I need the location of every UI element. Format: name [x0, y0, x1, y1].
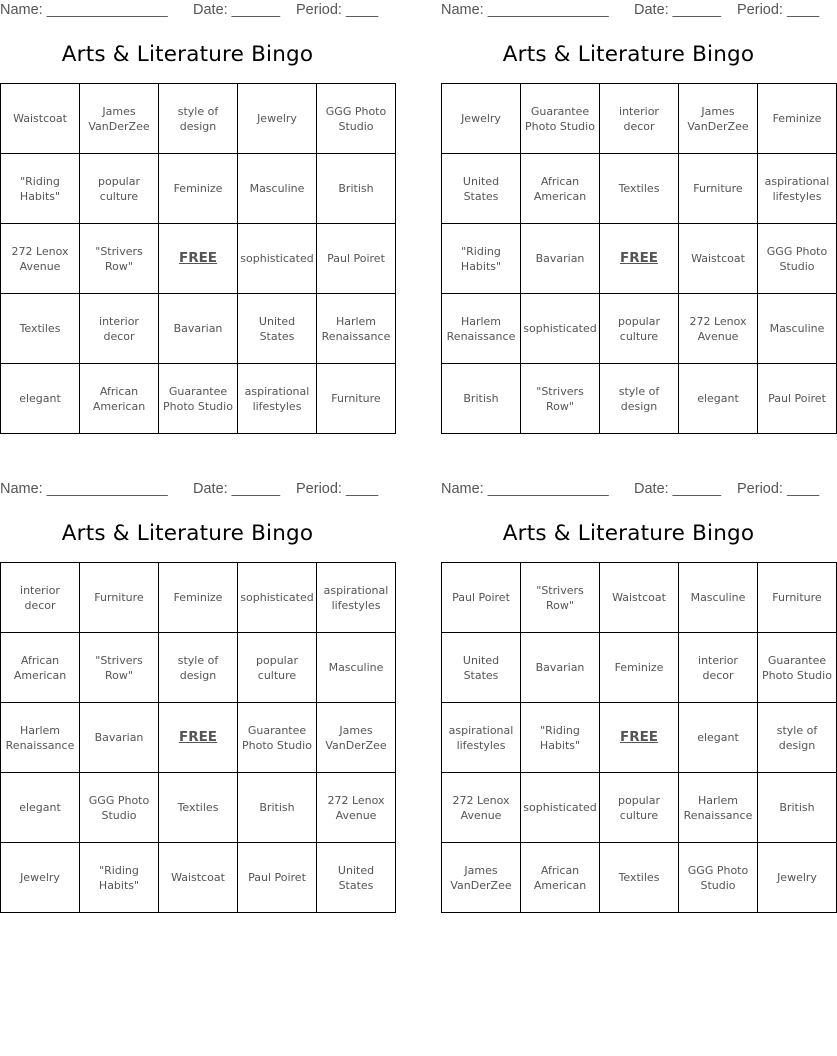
period-field: Period: ____: [737, 481, 820, 497]
bingo-cell: United States: [442, 633, 521, 703]
bingo-cell: Jewelry: [1, 843, 80, 913]
bingo-cell: style of design: [758, 703, 837, 773]
bingo-cell: James VanDerZee: [442, 843, 521, 913]
bingo-cell: Furniture: [80, 563, 159, 633]
bingo-row: [1, 224, 396, 294]
bingo-row: [442, 843, 837, 913]
card-header: [0, 481, 379, 499]
bingo-cell: Textiles: [1, 294, 80, 364]
bingo-cell: Paul Poiret: [238, 843, 317, 913]
bingo-cell: Waistcoat: [1, 84, 80, 154]
name-field: Name: _______________: [441, 481, 609, 497]
bingo-cell: James VanDerZee: [317, 703, 396, 773]
bingo-grid: [441, 83, 837, 434]
bingo-cell: Harlem Renaissance: [317, 294, 396, 364]
bingo-cell: United States: [442, 154, 521, 224]
bingo-cell: Paul Poiret: [758, 364, 837, 434]
bingo-cell: popular culture: [80, 154, 159, 224]
date-field: Date: ______: [634, 481, 722, 497]
bingo-cell: style of design: [159, 84, 238, 154]
bingo-cell: style of design: [600, 364, 679, 434]
card-header: [441, 481, 820, 499]
bingo-cell: Masculine: [758, 294, 837, 364]
bingo-cell: aspirational lifestyles: [442, 703, 521, 773]
bingo-cell: Bavarian: [80, 703, 159, 773]
bingo-grid: [0, 562, 396, 913]
bingo-cell: "Riding Habits": [80, 843, 159, 913]
card-title: Arts & Literature Bingo: [502, 42, 755, 67]
bingo-row: [1, 633, 396, 703]
bingo-cell: Jewelry: [442, 84, 521, 154]
period-field: Period: ____: [296, 2, 379, 18]
card-header: [0, 2, 379, 20]
bingo-cell: "Strivers Row": [80, 633, 159, 703]
bingo-row: [1, 843, 396, 913]
bingo-cell: interior decor: [679, 633, 758, 703]
bingo-row: [442, 294, 837, 364]
bingo-cell: James VanDerZee: [80, 84, 159, 154]
period-field: Period: ____: [296, 481, 379, 497]
bingo-cell: sophisticated: [238, 563, 317, 633]
bingo-cell: Feminize: [159, 563, 238, 633]
bingo-cell: Feminize: [600, 633, 679, 703]
bingo-cell: style of design: [159, 633, 238, 703]
bingo-cell: Textiles: [159, 773, 238, 843]
bingo-cell: James VanDerZee: [679, 84, 758, 154]
bingo-row: [1, 294, 396, 364]
bingo-row: [442, 703, 837, 773]
bingo-row: [1, 154, 396, 224]
bingo-cell: Paul Poiret: [442, 563, 521, 633]
bingo-cell: popular culture: [600, 773, 679, 843]
bingo-row: [1, 563, 396, 633]
bingo-cell: Bavarian: [521, 224, 600, 294]
bingo-cell: GGG Photo Studio: [679, 843, 758, 913]
bingo-cell: Feminize: [159, 154, 238, 224]
bingo-row: [442, 773, 837, 843]
bingo-row: [1, 773, 396, 843]
bingo-cell: Harlem Renaissance: [679, 773, 758, 843]
bingo-cell: Bavarian: [521, 633, 600, 703]
bingo-cell: GGG Photo Studio: [758, 224, 837, 294]
bingo-cell: African American: [521, 843, 600, 913]
card-title: Arts & Literature Bingo: [61, 521, 314, 546]
bingo-cell: aspirational lifestyles: [238, 364, 317, 434]
bingo-cell: Guarantee Photo Studio: [159, 364, 238, 434]
bingo-cell: Paul Poiret: [317, 224, 396, 294]
bingo-cell: United States: [238, 294, 317, 364]
bingo-cell: aspirational lifestyles: [758, 154, 837, 224]
bingo-cell: sophisticated: [238, 224, 317, 294]
bingo-cell: Jewelry: [238, 84, 317, 154]
card-title: Arts & Literature Bingo: [502, 521, 755, 546]
bingo-cell: "Strivers Row": [521, 563, 600, 633]
bingo-cell: Bavarian: [159, 294, 238, 364]
bingo-cell: Furniture: [758, 563, 837, 633]
bingo-cell: Harlem Renaissance: [1, 703, 80, 773]
bingo-cell: Masculine: [679, 563, 758, 633]
bingo-cell: Waistcoat: [600, 563, 679, 633]
bingo-cell: GGG Photo Studio: [317, 84, 396, 154]
bingo-cell: aspirational lifestyles: [317, 563, 396, 633]
bingo-row: [442, 633, 837, 703]
bingo-cell: British: [442, 364, 521, 434]
bingo-cell: Harlem Renaissance: [442, 294, 521, 364]
bingo-cell: Textiles: [600, 843, 679, 913]
bingo-row: [442, 154, 837, 224]
bingo-grid: [441, 562, 837, 913]
bingo-cell: interior decor: [600, 84, 679, 154]
bingo-row: [1, 84, 396, 154]
bingo-cell: Masculine: [238, 154, 317, 224]
free-space: FREE: [159, 703, 238, 773]
bingo-cell: elegant: [1, 364, 80, 434]
bingo-cell: sophisticated: [521, 294, 600, 364]
name-field: Name: _______________: [0, 481, 168, 497]
card-header: [441, 2, 820, 20]
bingo-row: [1, 703, 396, 773]
name-field: Name: _______________: [441, 2, 609, 18]
free-space: FREE: [600, 224, 679, 294]
bingo-cell: elegant: [679, 364, 758, 434]
bingo-cell: interior decor: [80, 294, 159, 364]
card-title: Arts & Literature Bingo: [61, 42, 314, 67]
bingo-cell: Jewelry: [758, 843, 837, 913]
bingo-cell: "Riding Habits": [521, 703, 600, 773]
date-field: Date: ______: [193, 2, 281, 18]
bingo-cell: GGG Photo Studio: [80, 773, 159, 843]
free-space: FREE: [600, 703, 679, 773]
bingo-row: [442, 563, 837, 633]
bingo-row: [1, 364, 396, 434]
bingo-cell: "Strivers Row": [521, 364, 600, 434]
bingo-cell: 272 Lenox Avenue: [317, 773, 396, 843]
bingo-row: [442, 364, 837, 434]
bingo-cell: Guarantee Photo Studio: [521, 84, 600, 154]
bingo-row: [442, 84, 837, 154]
bingo-cell: 272 Lenox Avenue: [1, 224, 80, 294]
bingo-cell: Furniture: [317, 364, 396, 434]
name-field: Name: _______________: [0, 2, 168, 18]
free-space: FREE: [159, 224, 238, 294]
bingo-cell: British: [758, 773, 837, 843]
date-field: Date: ______: [193, 481, 281, 497]
bingo-cell: "Riding Habits": [1, 154, 80, 224]
bingo-cell: Masculine: [317, 633, 396, 703]
bingo-grid: [0, 83, 396, 434]
bingo-cell: Guarantee Photo Studio: [758, 633, 837, 703]
period-field: Period: ____: [737, 2, 820, 18]
bingo-cell: popular culture: [600, 294, 679, 364]
bingo-row: [442, 224, 837, 294]
bingo-cell: popular culture: [238, 633, 317, 703]
bingo-cell: Waistcoat: [679, 224, 758, 294]
bingo-cell: African American: [1, 633, 80, 703]
date-field: Date: ______: [634, 2, 722, 18]
bingo-cell: Feminize: [758, 84, 837, 154]
bingo-cell: United States: [317, 843, 396, 913]
bingo-cell: Waistcoat: [159, 843, 238, 913]
bingo-cell: Guarantee Photo Studio: [238, 703, 317, 773]
bingo-cell: 272 Lenox Avenue: [679, 294, 758, 364]
bingo-cell: African American: [521, 154, 600, 224]
bingo-cell: African American: [80, 364, 159, 434]
bingo-cell: British: [317, 154, 396, 224]
bingo-cell: 272 Lenox Avenue: [442, 773, 521, 843]
bingo-cell: Furniture: [679, 154, 758, 224]
bingo-cell: Textiles: [600, 154, 679, 224]
bingo-cell: sophisticated: [521, 773, 600, 843]
bingo-cell: British: [238, 773, 317, 843]
bingo-cell: elegant: [1, 773, 80, 843]
bingo-cell: interior decor: [1, 563, 80, 633]
bingo-cell: "Riding Habits": [442, 224, 521, 294]
bingo-cell: elegant: [679, 703, 758, 773]
bingo-cell: "Strivers Row": [80, 224, 159, 294]
